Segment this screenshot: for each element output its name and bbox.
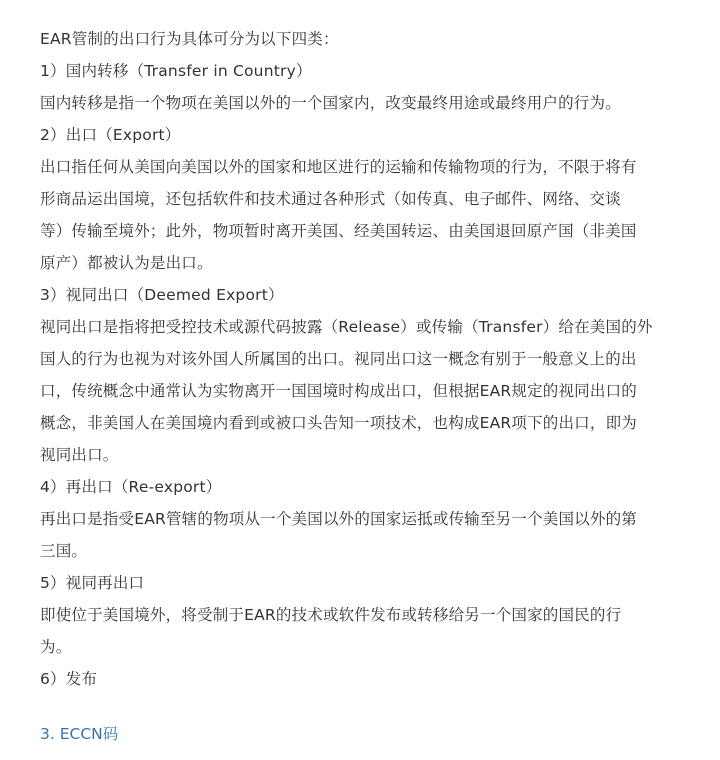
section-heading-export: 2）出口（Export） xyxy=(40,126,181,144)
paragraph-line: 即使位于美国境外，将受制于EAR的技术或软件发布或转移给另一个国家的国民的行 xyxy=(40,606,622,624)
paragraph-line: 国内转移是指一个物项在美国以外的一个国家内，改变最终用途或最终用户的行为。 xyxy=(40,94,621,112)
paragraph-line: 等）传输至境外；此外，物项暂时离开美国、经美国转运、由美国退回原产国（非美国 xyxy=(40,222,637,240)
paragraph-line: 视同出口是指将把受控技术或源代码披露（Release）或传输（Transfer）给在美国的外 xyxy=(40,318,653,336)
section-heading-re-export: 4）再出口（Re-export） xyxy=(40,478,222,496)
section-heading-deemed-export: 3）视同出口（Deemed Export） xyxy=(40,286,284,304)
intro-text: EAR管制的出口行为具体可分为以下四类： xyxy=(40,30,339,48)
paragraph-line: 出口指任何从美国向美国以外的国家和地区进行的运输和传输物项的行为，不限于将有 xyxy=(40,158,637,176)
paragraph-line: 国人的行为也视为对该外国人所属国的出口。视同出口这一概念有别于一般意义上的出 xyxy=(40,350,637,368)
paragraph-line: 概念，非美国人在美国境内看到或被口头告知一项技术，也构成EAR项下的出口，即为 xyxy=(40,414,637,432)
paragraph-line: 口，传统概念中通常认为实物离开一国国境时构成出口，但根据EAR规定的视同出口的 xyxy=(40,382,637,400)
paragraph-line: 再出口是指受EAR管辖的物项从一个美国以外的国家运抵或传输至另一个美国以外的第 xyxy=(40,510,637,528)
paragraph-line: 三国。 xyxy=(40,542,88,560)
paragraph-line: 形商品运出国境，还包括软件和技术通过各种形式（如传真、电子邮件、网络、交谈 xyxy=(40,190,621,208)
section-heading-deemed-re-export: 5）视同再出口 xyxy=(40,574,145,592)
eccn-section-heading: 3. ECCN码 xyxy=(40,725,119,743)
paragraph-line: 视同出口。 xyxy=(40,446,119,464)
paragraph-line: 为。 xyxy=(40,638,72,656)
section-heading-release: 6）发布 xyxy=(40,670,98,688)
paragraph-line: 原产）都被认为是出口。 xyxy=(40,254,213,272)
section-heading-transfer-in-country: 1）国内转移（Transfer in Country） xyxy=(40,62,312,80)
